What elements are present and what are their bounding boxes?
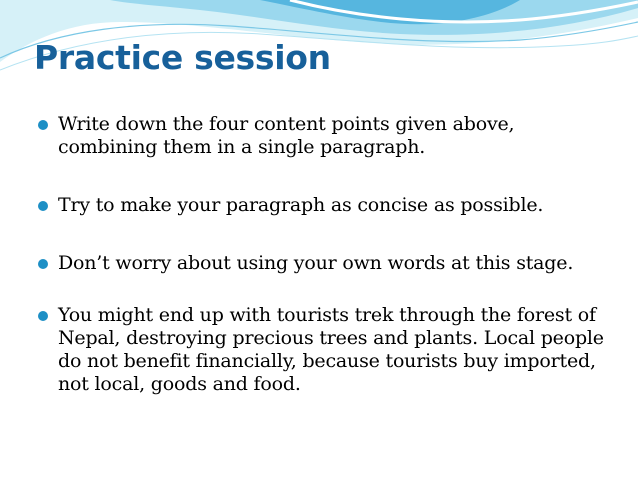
bullet-dot-icon [38,120,48,130]
bullet-text: Don’t worry about using your own words at this stage. [58,252,574,274]
bullet-dot-icon [38,201,48,211]
bullet-item [38,304,608,396]
slide-title: Practice session [34,38,331,77]
bullet-item [38,194,608,217]
bullet-dot-icon [38,259,48,269]
bullet-dot-icon [38,311,48,321]
bullet-list [38,113,608,431]
bullet-text: Write down the four content points given above, combining them in a single paragraph. [58,113,515,158]
bullet-item [38,113,608,159]
bullet-text: You might end up with tourists trek through the forest of Nepal, destroying precious trees and plants. Local people do not benefit financially, because tourists buy imported, not local, goods and food. [58,304,604,395]
bullet-text: Try to make your paragraph as concise as possible. [58,194,544,216]
bullet-item [38,252,608,275]
